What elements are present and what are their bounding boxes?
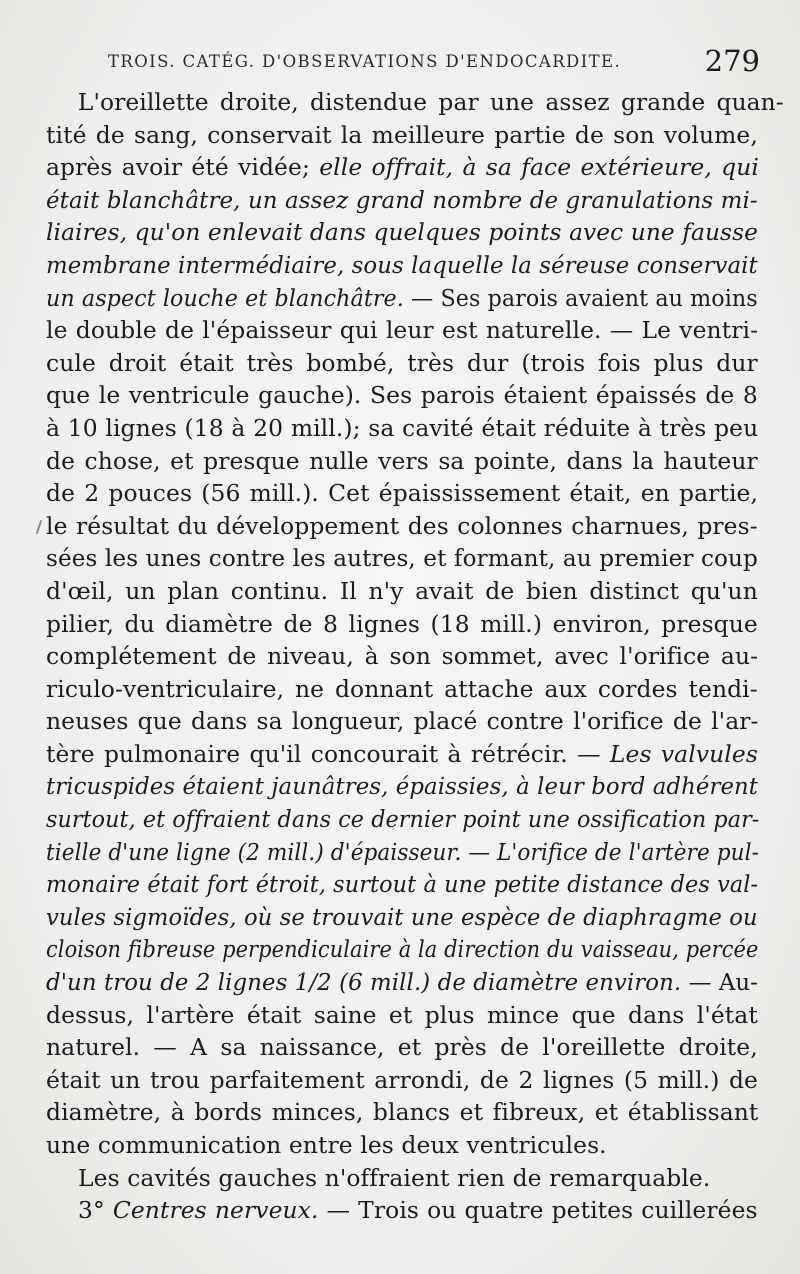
roman-text: cule droit était très bombé, très dur (trois fois plus dur — [46, 348, 758, 377]
roman-text: pilier, du diamètre de 8 lignes (18 mill.) environ, presque — [46, 609, 758, 638]
text-line — [46, 999, 758, 1032]
roman-text: naturel. — A sa naissance, et près de l'oreillette droite, — [46, 1033, 758, 1062]
text-line — [46, 575, 758, 608]
text-line — [46, 803, 760, 836]
text-line — [46, 379, 758, 412]
text-line — [46, 249, 758, 282]
italic-text: liaires, qu'on enlevait dans quelques points avec une fausse — [46, 218, 758, 247]
roman-text: — Trois ou quatre petites cuillerées — [318, 1196, 758, 1225]
roman-text: tère pulmonaire qu'il concourait à rétrécir. — — [46, 739, 610, 768]
text-line — [46, 901, 758, 934]
text-line — [46, 1162, 752, 1195]
text-line — [46, 1064, 758, 1097]
text-line — [46, 868, 759, 901]
roman-text: tité de sang, conservait la meilleure partie de son volume, — [46, 120, 758, 149]
text-line — [46, 119, 758, 152]
text-line — [46, 608, 758, 641]
italic-text: tielle d'une ligne (2 mill.) d'épaisseur. — L'orifice de l'artère pul- — [46, 837, 759, 866]
roman-text: sées les unes contre les autres, et formant, au premier coup — [46, 544, 758, 573]
text-line — [46, 510, 758, 543]
text-line — [46, 640, 759, 673]
italic-text: cloison fibreuse perpendiculaire à la direction du vaisseau, percée — [46, 935, 759, 964]
page-header — [108, 46, 760, 86]
roman-text: L'oreillette droite, distendue par une assez grande quan- — [77, 88, 784, 116]
margin-mark — [36, 520, 42, 534]
roman-text: de chose, et presque nulle vers sa pointe, dans la hauteur — [46, 446, 758, 475]
text-line — [46, 542, 758, 575]
roman-text: que le ventricule gauche). Ses parois étaient épaissés de 8 — [46, 381, 758, 410]
roman-text: dessus, l'artère était saine et plus mince que dans l'état — [46, 1000, 758, 1029]
roman-text: le double de l'épaisseur qui leur est naturelle. — Le ventri- — [46, 316, 759, 345]
italic-text: tricuspides étaient jaunâtres, épaissies, à leur bord adhérent — [46, 772, 759, 801]
italic-text: elle offrait, à sa face extérieure, qui — [319, 153, 759, 182]
page-number: 279 — [704, 44, 760, 78]
roman-text: — Au- — [681, 968, 759, 997]
roman-text: diamètre, à bords minces, blancs et fibreux, et établissant — [46, 1098, 759, 1127]
italic-text: surtout, et offraient dans ce dernier point une ossification par- — [46, 805, 760, 834]
roman-text: le résultat du développement des colonnes charnues, pres- — [46, 511, 758, 540]
text-line — [46, 770, 759, 803]
text-line — [46, 282, 758, 315]
italic-text: membrane intermédiaire, sous laquelle la séreuse conservait — [46, 250, 758, 279]
italic-text: vules sigmoïdes, où se trouvait une espèce de diaphragme ou — [46, 902, 758, 931]
italic-text: était blanchâtre, un assez grand nombre de granulations mi- — [46, 185, 758, 214]
text-line — [46, 184, 758, 217]
text-line — [46, 477, 759, 510]
italic-text: d'un trou de 2 lignes 1/2 (6 mill.) de diamètre environ. — [46, 968, 682, 997]
text-line — [46, 1194, 758, 1227]
roman-text: était un trou parfaitement arrondi, de 2 lignes (5 mill.) de — [46, 1065, 758, 1094]
text-line — [46, 1031, 758, 1064]
text-line — [46, 86, 784, 119]
roman-text: riculo-ventriculaire, ne donnant attache aux cordes tendi- — [46, 674, 758, 703]
text-line — [46, 216, 758, 249]
running-head: TROIS. CATÉG. D'OBSERVATIONS D'ENDOCARDITE. — [108, 52, 622, 71]
text-line — [46, 705, 759, 738]
text-line — [46, 347, 758, 380]
text-line — [46, 1129, 752, 1162]
roman-text: 3° — [78, 1196, 113, 1225]
roman-text: à 10 lignes (18 à 20 mill.); sa cavité était réduite à très peu — [46, 413, 759, 442]
italic-text: Centres nerveux. — [112, 1196, 319, 1225]
body-text — [46, 86, 784, 1227]
roman-text: après avoir été vidée; — [46, 153, 320, 182]
text-line — [46, 836, 759, 869]
roman-text: d'œil, un plan continu. Il n'y avait de bien distinct qu'un — [46, 576, 758, 605]
italic-text: Les valvules — [609, 739, 758, 768]
roman-text: une communication entre les deux ventricules. — [46, 1131, 607, 1159]
text-line — [46, 151, 759, 184]
text-line — [46, 314, 759, 347]
roman-text: neuses que dans sa longueur, placé contre l'orifice de l'ar- — [46, 707, 759, 736]
text-line — [46, 966, 759, 999]
text-line — [46, 412, 759, 445]
roman-text: Les cavités gauches n'offraient rien de remarquable. — [78, 1163, 711, 1192]
roman-text: — Ses parois avaient au moins — [403, 283, 758, 312]
text-line — [46, 1096, 759, 1129]
roman-text: complétement de niveau, à son sommet, avec l'orifice au- — [46, 642, 759, 671]
text-line — [46, 933, 759, 966]
italic-text: monaire était fort étroit, surtout à une petite distance des val- — [46, 870, 759, 899]
italic-text: un aspect louche et blanchâtre. — [46, 283, 404, 312]
text-line — [46, 738, 758, 771]
text-line — [46, 673, 758, 706]
roman-text: de 2 pouces (56 mill.). Cet épaississement était, en partie, — [46, 479, 759, 508]
text-line — [46, 445, 758, 478]
